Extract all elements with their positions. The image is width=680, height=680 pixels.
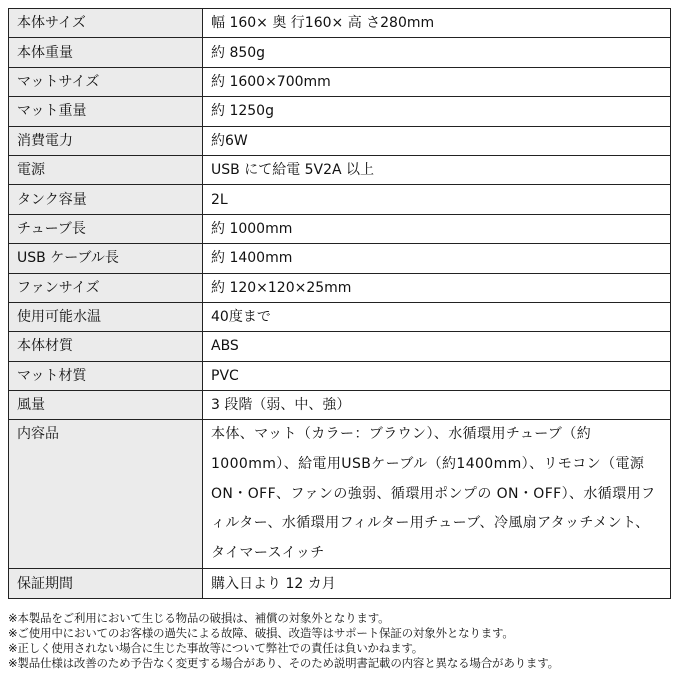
spec-value: 購入日より 12 カ月 (203, 569, 671, 598)
spec-label: 風量 (9, 391, 203, 420)
spec-value: 3 段階（弱、中、強） (203, 391, 671, 420)
spec-value: 約 1250g (203, 97, 671, 126)
table-row (9, 302, 671, 331)
footnote: ※本製品をご利用において生じる物品の破損は、補償の対象外となります。 (8, 611, 390, 625)
table-row (9, 67, 671, 96)
spec-label: 内容品 (9, 420, 203, 569)
spec-value: 約 120×120×25mm (203, 273, 671, 302)
table-row (9, 9, 671, 38)
spec-label: 本体重量 (9, 38, 203, 67)
table-row (9, 97, 671, 126)
spec-value: ABS (203, 332, 671, 361)
table-row (9, 332, 671, 361)
table-row (9, 244, 671, 273)
spec-label: マットサイズ (9, 67, 203, 96)
spec-value: 約6W (203, 126, 671, 155)
spec-label: マット重量 (9, 97, 203, 126)
spec-value: 約 1600×700mm (203, 67, 671, 96)
spec-value: USB にて給電 5V2A 以上 (203, 155, 671, 184)
spec-value: 幅 160× 奥 行160× 高 さ280mm (203, 9, 671, 38)
footnote: ※正しく使用されない場合に生じた事故等について弊社での責任は負いかねます。 (8, 641, 424, 655)
spec-label: ファンサイズ (9, 273, 203, 302)
table-row (9, 391, 671, 420)
spec-value: 約 850g (203, 38, 671, 67)
spec-label: 電源 (9, 155, 203, 184)
table-row (9, 420, 671, 569)
table-row (9, 214, 671, 243)
spec-label: 本体サイズ (9, 9, 203, 38)
table-row (9, 38, 671, 67)
spec-label: 使用可能水温 (9, 302, 203, 331)
spec-label: 本体材質 (9, 332, 203, 361)
footnotes (8, 611, 676, 671)
spec-value: 本体、マット（カラー：ブラウン）、水循環用チューブ（約 1000mm）、給電用USBケーブル（約1400mm）、リモコン（電源ON・OFF、ファンの強弱、循環用ポンプの ON・OFF）、水循環用フィルター、水循環用フィルター用チューブ、冷風扇アタッチメント、タイマースイッチ (203, 420, 671, 569)
spec-label: タンク容量 (9, 185, 203, 214)
spec-value: 約 1400mm (203, 244, 671, 273)
table-row (9, 185, 671, 214)
spec-label: マット材質 (9, 361, 203, 390)
spec-value: PVC (203, 361, 671, 390)
spec-value: 40度まで (203, 302, 671, 331)
table-row (9, 361, 671, 390)
spec-label: 保証期間 (9, 569, 203, 598)
spec-value: 約 1000mm (203, 214, 671, 243)
spec-label: チューブ長 (9, 214, 203, 243)
table-row (9, 126, 671, 155)
spec-table (8, 8, 671, 599)
table-row (9, 569, 671, 598)
spec-label: USB ケーブル長 (9, 244, 203, 273)
footnote: ※ご使用中においてのお客様の過失による故障、破損、改造等はサポート保証の対象外となります。 (8, 626, 514, 640)
spec-label: 消費電力 (9, 126, 203, 155)
spec-value: 2L (203, 185, 671, 214)
table-row (9, 155, 671, 184)
table-row (9, 273, 671, 302)
footnote: ※製品仕様は改善のため予告なく変更する場合があり、そのため説明書記載の内容と異なる場合があります。 (8, 656, 559, 670)
